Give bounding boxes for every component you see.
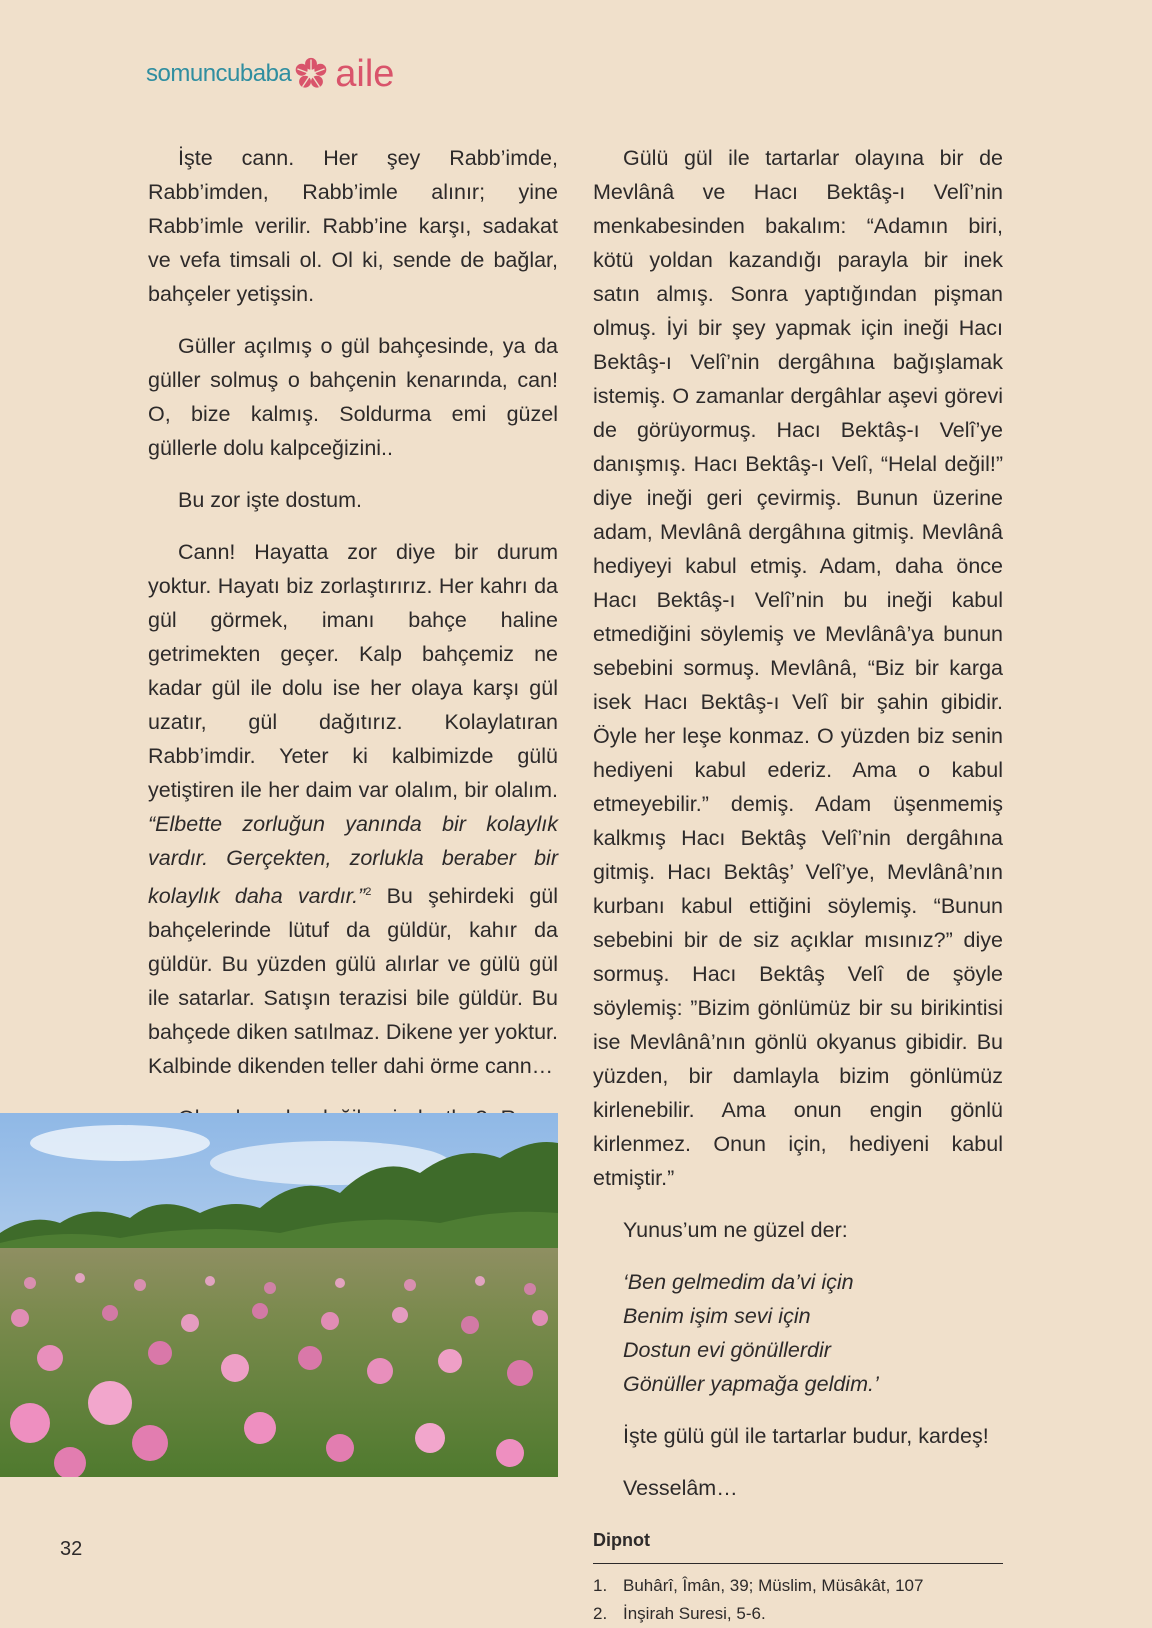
- paragraph: Yunus’um ne güzel der:: [623, 1218, 848, 1242]
- rose-field-illustration: [0, 1113, 558, 1477]
- page-number: 32: [60, 1538, 83, 1560]
- poem-line: Dostun evi gönüllerdir: [623, 1338, 831, 1362]
- footnote-list: [593, 1572, 1003, 1628]
- left-text-column: [148, 141, 558, 1187]
- footnote-item: [593, 1572, 1003, 1600]
- paragraph: [148, 535, 558, 1083]
- footnote-number: 2.: [593, 1604, 608, 1623]
- paragraph: Vesselâm…: [623, 1476, 738, 1500]
- footnote-number: 1.: [593, 1576, 608, 1595]
- footnote-ref: 2: [365, 886, 372, 898]
- brand-name-part1: somuncu: [146, 60, 240, 87]
- paragraph: İşte cann. Her şey Rabb’imde, Rabb’imden, Rabb’imle alınır; yine Rabb’imle verilir. Rabb’ine karşı, sadakat ve vefa timsali ol. Ol ki, sende de bağlar, bahçeler yetişsin.: [148, 146, 558, 306]
- brand-name-part2: baba: [239, 60, 292, 87]
- footnote-text: İnşirah Suresi, 5-6.: [623, 1604, 766, 1623]
- poem: [593, 1265, 1003, 1401]
- right-text-column: [593, 141, 1003, 1628]
- paragraph-text: Cann! Hayatta zor diye bir durum yoktur. Hayatı biz zorlaştırırız. Her kahrı da gül görmek, imanı bahçe haline getrimekten geçer. Kalp bahçemiz ne kadar gül ile dolu ise her olaya karşı gül uzatır, gül dağıtırız. Kolaylatıran Rabb’imdir. Yeter ki kalbimizde gülü yetiştiren ile her daim var olalım, bir olalım.: [148, 540, 558, 802]
- paragraph-text: Bu şehirdeki gül bahçelerinde lütuf da güldür, kahır da güldür. Bu yüzden gülü alırlar ve gülü gül ile satarlar. Satışın terazisi bile güldür. Bu bahçede diken satılmaz. Dikene yer yoktur. Kalbinde dikenden teller dahi örme cann…: [148, 884, 559, 1079]
- footnote-heading: Dipnot: [593, 1523, 1003, 1564]
- poem-line: ‘Ben gelmedim da’vi için: [623, 1270, 854, 1294]
- paragraph: İşte gülü gül ile tartarlar budur, kardeş!: [623, 1424, 989, 1448]
- paragraph: Bu zor işte dostum.: [178, 488, 363, 512]
- rose-field-photo: [0, 1113, 558, 1477]
- poem-line: Benim işim sevi için: [623, 1304, 811, 1328]
- footnote-text: Buhârî, Îmân, 39; Müslim, Müsâkât, 107: [623, 1576, 924, 1595]
- magazine-header: [146, 52, 394, 96]
- brand-name-part3: aile: [335, 53, 395, 95]
- quran-quote: “Elbette zorluğun yanında bir kolaylık vardır. Gerçekten, zorlukla beraber bir kolaylık daha vardır.”: [148, 812, 558, 909]
- paragraph: Güller açılmış o gül bahçesinde, ya da güller solmuş o bahçenin kenarında, can! O, bize kalmış. Soldurma emi güzel güllerle dolu kalpceğizini..: [148, 334, 558, 460]
- paragraph: Gülü gül ile tartarlar olayına bir de Mevlânâ ve Hacı Bektâş-ı Velî’nin menkabesinden bakalım: “Adamın biri, kötü yoldan kazandığı parayla bir inek satın almış. Sonra yaptığından pişman olmuş. İyi bir şey yapmak için ineği Hacı Bektâş-ı Velî’nin dergâhına bağışlamak istemiş. O zamanlar dergâhlar aşevi görevi de görüyormuş. Hacı Bektâş-ı Velî’ye danışmış. Hacı Bektâş-ı Velî, “Helal değil!” diye ineği geri çevirmiş. Bunun üzerine adam, Mevlânâ dergâhına gitmiş. Mevlânâ hediyeyi kabul etmiş. Adam, daha önce Hacı Bektâş-ı Velî’nin bu ineği kabul etmediğini söylemiş ve Mevlânâ’ya bunun sebebini sormuş. Mevlânâ, “Biz bir karga isek Hacı Bektâş-ı Velî bir şahin gibidir. Öyle her leşe konmaz. O yüzden biz senin hediyeni kabul ederiz. Ama o kabul etmeyebilir.” demiş. Adam üşenmemiş kalkmış Hacı Bektâş Velî’nin dergâhına gitmiş. Hacı Bektâş’ Velî’ye, Mevlânâ’nın kurbanı kabul ettiğini söylemiş. “Bunun sebebini bir de siz açıklar mısınız?” diye sormuş. Hacı Bektâş Velî de şöyle söylemiş: ”Bizim gönlümüz bir su birikintisi ise Mevlânâ’nın gönlü okyanus gibidir. Bu yüzden, bir damlayla bizim gönlümüz kirlenebilir. Ama onun engin gönlü kirlenmez. Onun için, hediyeni kabul etmiştir.”: [593, 146, 1003, 1190]
- flower-logo-icon: [294, 57, 328, 91]
- poem-line: Gönüller yapmağa geldim.’: [623, 1372, 879, 1396]
